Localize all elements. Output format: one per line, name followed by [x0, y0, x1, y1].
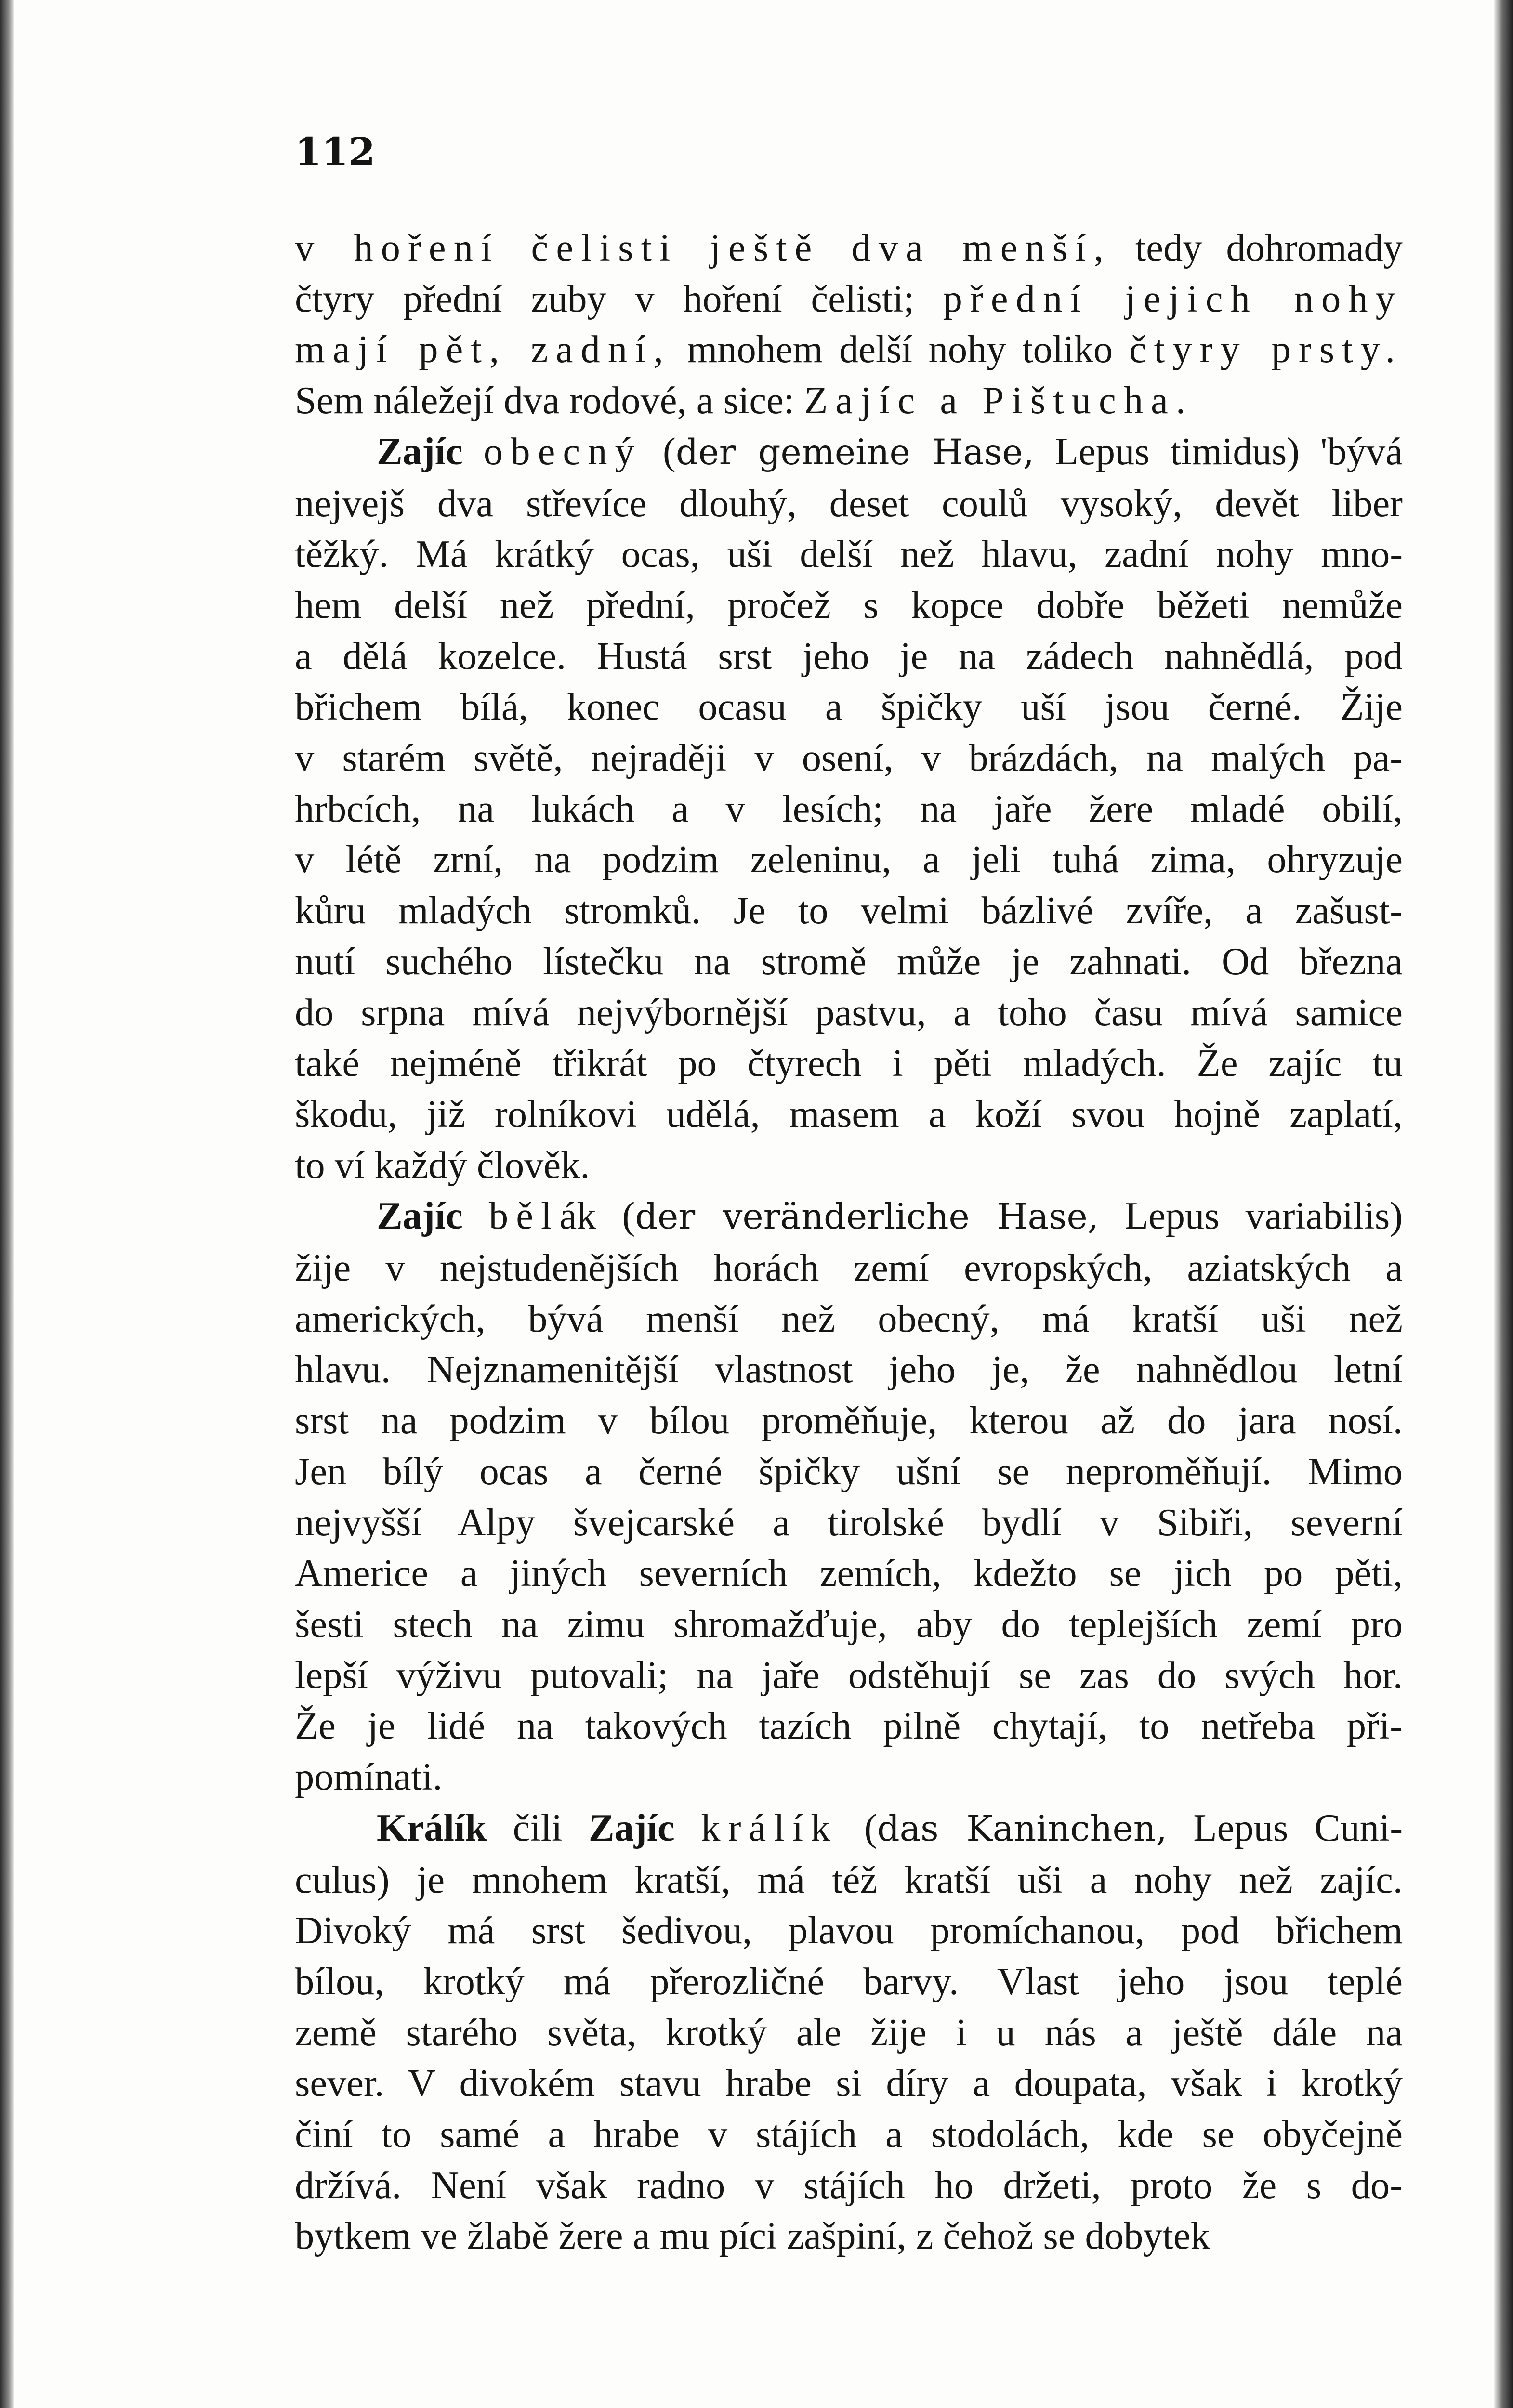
text-run: das Kaninchen,	[877, 1808, 1167, 1849]
text-line	[295, 1752, 1403, 1803]
text-line	[295, 631, 1403, 682]
text-run: pomínati.	[295, 1755, 443, 1799]
text-run: hrbcích, na lukách a v lesích; na jaře žere mladé obilí,	[295, 787, 1403, 830]
text-run: (	[642, 430, 676, 473]
text-line	[295, 1497, 1403, 1548]
text-line	[295, 478, 1403, 529]
text-line	[295, 2058, 1403, 2109]
text-run: mnohem delší nohy toliko	[671, 328, 1129, 371]
text-run: Sem náležejí dva rodové, a sice:	[295, 379, 804, 422]
text-run: tedy dohromady	[1111, 226, 1403, 269]
text-line	[295, 324, 1403, 375]
text-run: škodu, již rolníkovi udělá, masem a koží svou hojně zaplatí,	[295, 1092, 1403, 1136]
text-line	[295, 1344, 1403, 1395]
page-number: 112	[295, 129, 375, 174]
text-run: v starém světě, nejraději v osení, v brázdách, na malých pa-	[295, 736, 1403, 780]
text-line	[295, 1395, 1403, 1446]
text-run: čtyry prsty.	[1129, 328, 1403, 371]
text-run: hem delší než přední, pročež s kopce dobře běžeti nemůže	[295, 583, 1403, 627]
text-line	[295, 274, 1403, 325]
text-run: Divoký má srst šedivou, plavou promíchanou, pod břichem	[295, 1909, 1403, 1952]
text-line	[295, 1803, 1403, 1855]
text-run: ák (	[559, 1194, 635, 1238]
text-line	[295, 222, 1403, 274]
text-run: Lepus variabilis)	[1098, 1194, 1403, 1238]
text-line	[295, 834, 1403, 885]
text-run: běl	[488, 1194, 560, 1238]
text-line	[295, 1701, 1403, 1752]
text-run	[463, 1194, 489, 1237]
text-line	[295, 1548, 1403, 1599]
text-run: v létě zrní, na podzim zeleninu, a jeli tuhá zima, ohryzuje	[295, 838, 1403, 881]
text-run: také nejméně třikrát po čtyrech i pěti mladých. Že zajíc tu	[295, 1042, 1403, 1085]
text-run: a dělá kozelce. Hustá srst jeho je na zádech nahnědlá, pod	[295, 634, 1403, 678]
page-edge-right-shadow	[1494, 0, 1513, 2408]
text-line	[295, 2007, 1403, 2058]
text-run: břichem bílá, konec ocasu a špičky uší jsou černé. Žije	[295, 685, 1403, 729]
text-line	[295, 1650, 1403, 1701]
text-run: Lepus timidus) 'bývá	[1034, 430, 1403, 473]
text-run: Že je lidé na takových tazích pilně chytají, to netřeba při-	[295, 1704, 1403, 1748]
text-run: (	[838, 1806, 877, 1849]
text-run: Zajíc	[377, 430, 463, 473]
text-run: culus) je mnohem kratší, má též kratší uši a nohy než zajíc.	[295, 1858, 1403, 1901]
text-run: do srpna mívá nejvýbornější pastvu, a toho času mívá samice	[295, 991, 1403, 1034]
text-line	[295, 1905, 1403, 1956]
text-run: země starého světa, krotký ale žije i u nás a ještě dále na	[295, 2011, 1403, 2054]
text-line	[295, 426, 1403, 478]
text-run: Zajíc a Pištucha.	[804, 379, 1194, 422]
text-run: hlavu. Nejznamenitější vlastnost jeho je, že nahnědlou letní	[295, 1348, 1403, 1391]
text-run: čili	[487, 1806, 589, 1849]
text-run: bílou, krotký má přerozličné barvy. Vlast jeho jsou teplé	[295, 1960, 1403, 2003]
page-edge-left-shadow	[0, 0, 14, 2408]
text-run: Zajíc	[588, 1806, 675, 1849]
text-line	[295, 1038, 1403, 1089]
text-run: králík	[701, 1806, 838, 1849]
text-run: činí to samé a hrabe v stájích a stodolách, kde se obyčejně	[295, 2113, 1403, 2156]
text-run: žije v nejstudenějších horách zemí evropských, aziatských a	[295, 1246, 1403, 1290]
text-line	[295, 1140, 1403, 1191]
text-line	[295, 1294, 1403, 1345]
text-line	[295, 529, 1403, 580]
text-line	[295, 885, 1403, 936]
text-run: der veränderliche Hase,	[635, 1196, 1099, 1238]
text-run: der gemeine Hase,	[675, 432, 1034, 473]
text-line	[295, 784, 1403, 835]
text-line	[295, 733, 1403, 784]
text-line	[295, 1855, 1403, 1906]
text-run: sever. V divokém stavu hrabe si díry a doupata, však i krotký	[295, 2062, 1403, 2105]
text-run: čtyry přední zuby v hoření čelisti;	[295, 277, 943, 320]
text-run: přední jejich nohy	[943, 277, 1403, 320]
text-run: nejvejš dva střevíce dlouhý, deset coulů vysoký, devět liber	[295, 482, 1403, 525]
text-line	[295, 1956, 1403, 2007]
text-run: nejvyšší Alpy švejcarské a tirolské bydlí v Sibiři, severní	[295, 1501, 1403, 1544]
text-run: Lepus Cuni-	[1167, 1806, 1403, 1849]
text-run: držívá. Není však radno v stájích ho držeti, proto že s do-	[295, 2163, 1403, 2207]
text-run: Americe a jiných severních zemích, kdežto se jich po pěti,	[295, 1552, 1403, 1595]
text-run: amerických, bývá menší než obecný, má kratší uši než	[295, 1297, 1403, 1340]
text-line	[295, 681, 1403, 733]
text-run: obecný	[483, 430, 642, 473]
text-run: kůru mladých stromků. Je to velmi bázlivé zvíře, a zašust-	[295, 889, 1403, 932]
text-run: Zajíc	[377, 1194, 463, 1238]
text-line	[295, 1599, 1403, 1650]
text-line	[295, 1243, 1403, 1294]
text-run: mají pět, zadní,	[295, 328, 671, 371]
text-run	[675, 1806, 701, 1849]
text-run: těžký. Má krátký ocas, uši delší než hlavu, zadní nohy mno-	[295, 533, 1403, 576]
text-run: srst na podzim v bílou proměňuje, kterou až do jara nosí.	[295, 1399, 1403, 1442]
text-run: bytkem ve žlabě žere a mu píci zašpiní, z čehož se dobytek	[295, 2214, 1210, 2258]
text-run: šesti stech na zimu shromažďuje, aby do teplejších zemí pro	[295, 1602, 1403, 1646]
text-line	[295, 580, 1403, 631]
text-run: lepší výživu putovali; na jaře odstěhují se zas do svých hor.	[295, 1653, 1403, 1697]
text-run: v hoření čelisti ještě dva menší,	[295, 226, 1111, 269]
text-line	[295, 1446, 1403, 1497]
text-line	[295, 2211, 1403, 2262]
text-run	[463, 430, 484, 473]
text-run: Králík	[377, 1806, 487, 1849]
text-line	[295, 375, 1403, 426]
text-run: Jen bílý ocas a černé špičky ušní se neproměňují. Mimo	[295, 1450, 1403, 1493]
text-line	[295, 987, 1403, 1038]
text-line	[295, 1191, 1403, 1243]
text-line	[295, 2109, 1403, 2160]
text-run: to ví každý člověk.	[295, 1143, 590, 1187]
text-line	[295, 1089, 1403, 1140]
text-line	[295, 2160, 1403, 2211]
text-run: nutí suchého lístečku na stromě může je zahnati. Od března	[295, 940, 1403, 983]
text-line	[295, 936, 1403, 987]
body-text	[295, 222, 1403, 2262]
